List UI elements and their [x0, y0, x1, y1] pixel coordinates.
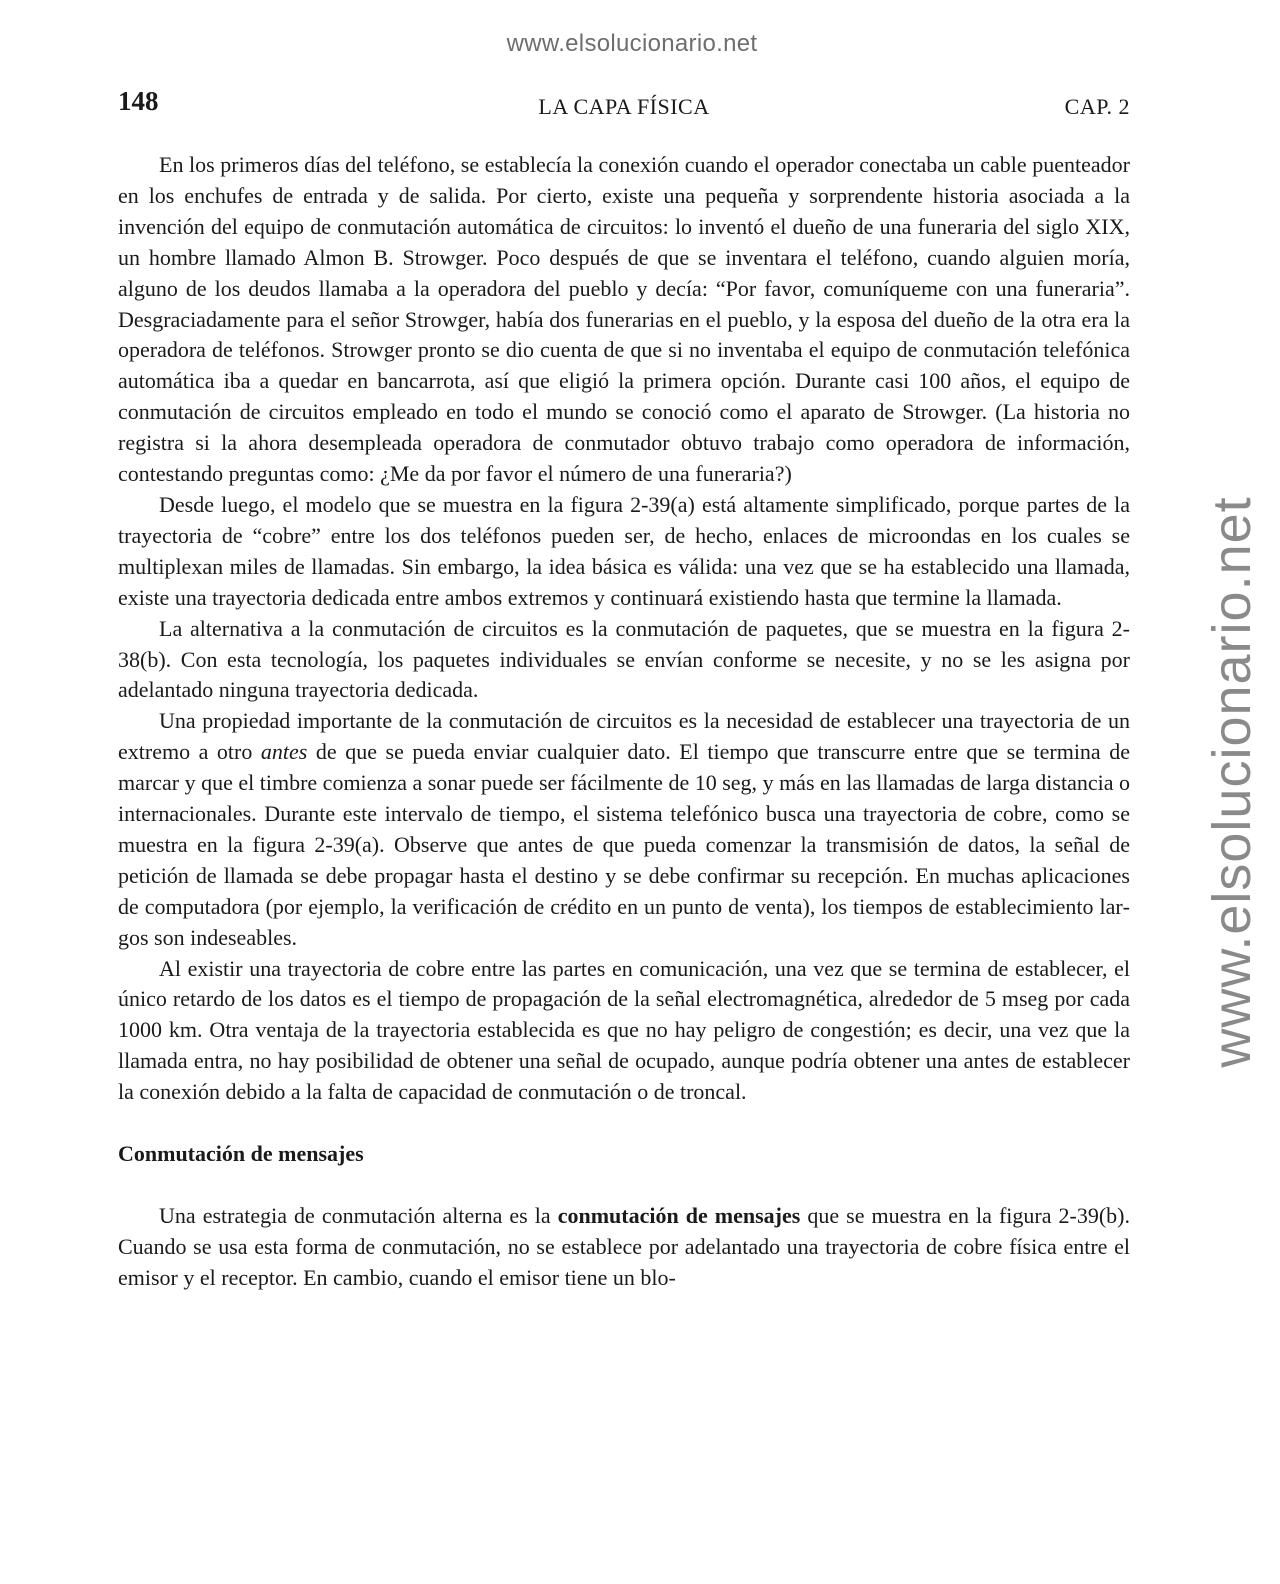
watermark-url-side: www.elsolucionario.net	[1202, 496, 1262, 1068]
section-heading: Conmutación de mensajes	[118, 1141, 364, 1167]
message-text-after: que se muestra en la figura 2-39(b). Cuando se usa esta forma de conmutación, no se establece por adelantado una trayectoria de cobre física entre el emisor y el receptor. En cambio, cuando el emisor tiene un blo-	[118, 1203, 1130, 1290]
chapter-title: LA CAPA FÍSICA	[538, 94, 710, 119]
page-number: 148	[118, 86, 159, 116]
paragraph-simplified-model: Desde luego, el modelo que se muestra en la figura 2-39(a) está altamente simplificado, porque partes de la trayectoria de “cobre” entre los dos teléfonos pueden ser, de hecho, enlaces de microondas en los cuales se multiplexan miles de llamadas. Sin embargo, la idea básica es válida: una vez que se ha establecido una llamada, existe una trayectoria dedicada entre ambos extremos y continuará existiendo hasta que termine la llamada.	[118, 491, 1130, 610]
term-message-switching: conmutación de mensajes	[557, 1203, 801, 1228]
paragraph-strowger-history: En los primeros días del teléfono, se establecía la conexión cuando el operador conectaba un cable puenteador en los enchufes de entrada y de salida. Por cierto, existe una pequeña y sorprendente historia asociada a la invención del equipo de conmutación automática de circuitos: lo inventó el dueño de una funeraria del siglo XIX, un hombre llamado Almon B. Strowger. Poco después de que se inventara el teléfono, cuando alguien moría, alguno de los deudos llamaba a la operadora del pueblo y decía: “Por favor, comuníqueme con una funeraria”. Desgraciadamente para el señor Strowger, había dos funerarias en el pueblo, y la esposa del dueño de la otra era la operadora de teléfonos. Strowger pronto se dio cuenta de que si no inventaba el equipo de conmutación telefónica automática iba a quedar en bancarrota, así que eligió la primera opción. Durante casi 100 años, el equipo de conmutación de circuitos empleado en todo el mundo se conoció como el aparato de Strowger. (La historia no registra si la ahora desempleada operadora de conmutador obtuvo trabajo como operadora de información, contestando preguntas como: ¿Me da por favor el número de una funeraria?)	[118, 152, 1130, 487]
message-text-before: Una estrategia de conmutación alterna es la	[159, 1203, 558, 1228]
paragraph-propagation-delay: Al existir una trayectoria de cobre entre las partes en comunicación, una vez que se termina de establecer, el único retardo de los datos es el tiempo de propagación de la señal electromagnética, alrededor de 5 mseg por cada 1000 km. Otra ventaja de la trayectoria establecida es que no hay peligro de congestión; es decir, una vez que la llamada entra, no hay posibilidad de obtener una señal de ocupado, aunque podría obtener una antes de establecer la conexión debido a la falta de capacidad de conmutación o de troncal.	[118, 955, 1130, 1105]
paragraph-setup-time	[118, 706, 1130, 953]
chapter-reference: CAP. 2	[1064, 94, 1130, 119]
paragraph-message-switching	[118, 1201, 1130, 1294]
emphasis-antes: antes	[260, 739, 308, 765]
page-body	[118, 150, 1130, 1294]
running-head	[118, 86, 1130, 126]
setup-text-before: Una propiedad importante de la conmutación de circuitos es la necesidad de establecer una trayectoria de un extremo a otro	[118, 708, 1130, 765]
setup-text-after: de que se pueda enviar cualquier dato. El tiempo que transcurre entre que se termina de marcar y que el timbre comienza a sonar puede ser fácilmente de 10 seg, y más en las llamadas de larga distancia o internacionales. Durante este intervalo de tiempo, el sistema telefónico busca una trayectoria de cobre, como se muestra en la figura 2-39(a). Observe que antes de que pueda comenzar la transmisión de datos, la señal de petición de llamada se debe propagar hasta el destino y se debe confirmar su recepción. En muchas aplicaciones de computadora (por ejemplo, la verificación de crédito en un punto de venta), los tiempos de establecimiento largos son indeseables.	[118, 739, 1130, 950]
paragraph-packet-switching: La alternativa a la conmutación de circuitos es la conmutación de paquetes, que se muestra en la figura 2-38(b). Con esta tecnología, los paquetes individuales se envían conforme se necesite, y no se les asigna por adelantado ninguna trayectoria dedicada.	[118, 615, 1130, 703]
watermark-url-top: www.elsolucionario.net	[506, 30, 758, 57]
